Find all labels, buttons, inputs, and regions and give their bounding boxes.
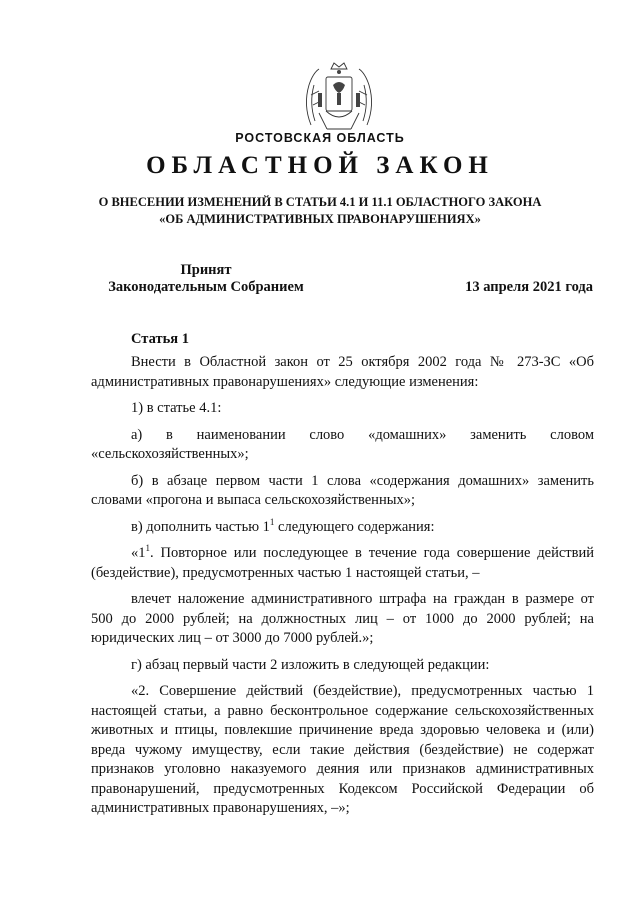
adoption-block [91,262,321,296]
item-1d: г) абзац первый части 2 изложить в следующей редакции: [131,656,490,673]
subtitle-line: «ОБ АДМИНИСТРАТИВНЫХ ПРАВОНАРУШЕНИЯХ» [159,212,481,226]
superscript: 1 [269,516,275,527]
item-1c-text-end: следующего содержания: [274,518,435,535]
quote-part-2: «2. Совершение действий (бездействие), предусмотренных частью 1 настоящей статьи, а равно бесконтрольное содержание сельскохозяйственных животных и птицы, повлекшие причинение вреда здоровью человека и (или) вреда чужому имуществу, если такие действия (бездействие) не содержат признаков уголовно наказуемого деяния или признаков административных правонарушений, предусмотренных Кодексом Российской Федерации об административных правонарушениях, –»; [91,683,594,816]
document-subtitle [60,194,580,228]
adoption-date: 13 апреля 2021 года [465,279,593,295]
item-1c-text: в) дополнить частью 1 [131,518,270,535]
quote-start: «1 [131,545,146,561]
article-intro: Внести в Областной закон от 25 октября 2002 года № 273-ЗС «Об административных правонарушениях» следующие изменения: [91,354,594,390]
item-1b: б) в абзаце первом части 1 слова «содержания домашних» заменить словами «прогона и выпаса сельскохозяйственных»; [91,472,594,508]
article-body [91,330,594,826]
quote-penalty: влечет наложение административного штрафа на граждан в размере от 500 до 2000 рублей; на должностных лиц – от 1000 до 2000 рублей; на юридических лиц – от 3000 до 7000 рублей.»; [91,591,594,646]
item-1a: а) в наименовании слово «домашних» заменить словом «сельскохозяйственных»; [91,426,594,462]
subtitle-line: О ВНЕСЕНИИ ИЗМЕНЕНИЙ В СТАТЬИ 4.1 И 11.1 ОБЛАСТНОГО ЗАКОНА [98,195,542,209]
accepted-label: Принят [180,262,232,278]
document-title: ОБЛАСТНОЙ ЗАКОН [146,152,494,179]
item-1: 1) в статье 4.1: [131,400,222,416]
quote-text: . Повторное или последующее в течение года совершение действий (бездействие), предусмотренных частью 1 настоящей статьи, – [91,545,594,581]
quote-part-1-1 [91,544,594,583]
superscript: 1 [145,543,150,554]
item-1c [91,518,594,538]
coat-of-arms-icon [297,55,381,139]
accepted-by: Законодательным Собранием [108,279,304,295]
region-name: РОСТОВСКАЯ ОБЛАСТЬ [235,131,405,145]
article-heading: Статья 1 [131,331,189,347]
